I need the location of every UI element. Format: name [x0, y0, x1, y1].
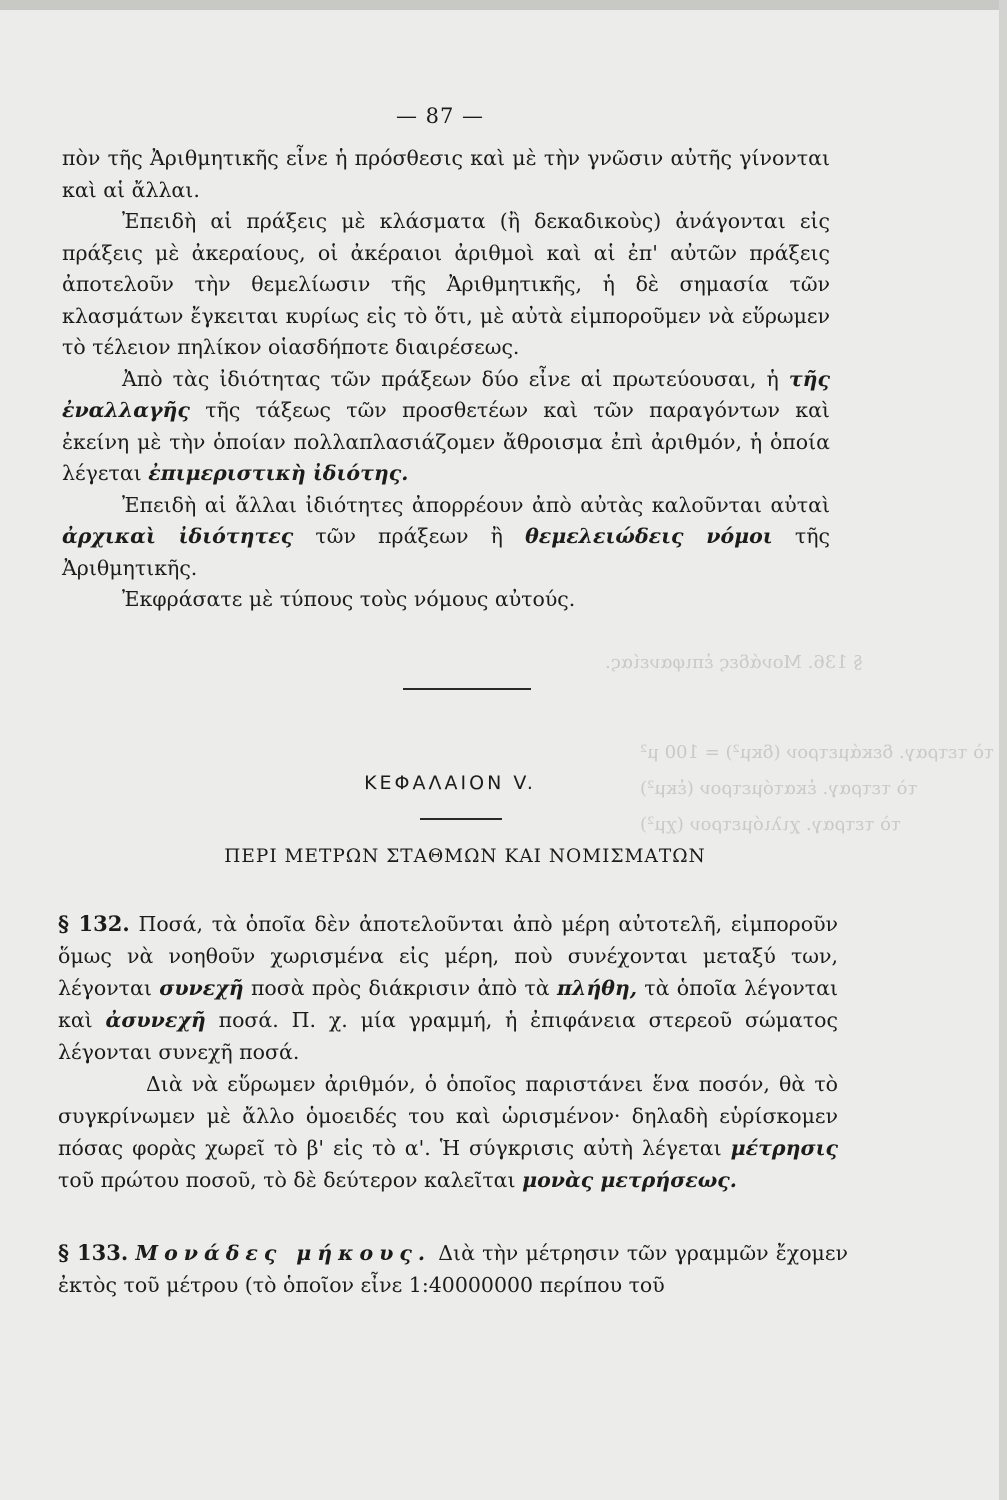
intro-p3-text: Ἀπὸ τὰς ἰδιότητας τῶν πράξεων δύο εἶνε αἱ πρωτεύουσαι, ἡ [122, 366, 779, 391]
intro-paragraph-3 [62, 364, 830, 490]
bleed-through-line: τὸ τετραγ. χιλιόμετρον (χμ²) [640, 814, 901, 835]
term-measurement: μέτρησις [730, 1136, 838, 1160]
section-title: ΠΕΡΙ ΜΕΤΡΩΝ ΣΤΑΘΜΩΝ ΚΑΙ ΝΟΜΙΣΜΑΤΩΝ [224, 846, 706, 867]
section-132 [58, 908, 838, 1196]
divider-rule [403, 688, 531, 690]
term-continuous: συνεχῆ [159, 976, 244, 1000]
page-top-edge [0, 0, 1007, 10]
intro-paragraph-4 [62, 490, 830, 585]
bleed-through-line: τὸ τετραγ. ἑκατόμετρον (ἑκμ²) [640, 778, 918, 799]
section-number: § 132. [58, 911, 130, 936]
term-fundamental-laws: θεμελειώδεις νόμοι [525, 524, 773, 548]
term-distributive: ἐπιμεριστικὴ ἰδιότης. [148, 461, 409, 485]
section-133-heading: Μονάδες μήκους. [135, 1241, 432, 1265]
intro-p4-text: τῶν πράξεων ἢ [315, 524, 503, 548]
bleed-through-line: § 136. Μονάδες ἐπιφανείας. [605, 652, 863, 673]
section-133 [58, 1237, 848, 1301]
bleed-through-line: τὸ τετραγ. δεκάμετρον (δκμ²) = 100 μ² [640, 742, 994, 763]
chapter-heading: ΚΕΦΑΛΑΙΟΝ V. [364, 772, 536, 794]
intro-paragraph-2: Ἐπειδὴ αἱ πράξεις μὲ κλάσματα (ἢ δεκαδικοὺς) ἀνάγονται εἰς πράξεις μὲ ἀκεραίους, οἱ ἀκέραιοι ἀριθμοὶ καὶ αἱ ἐπ' αὐτῶν πράξεις ἀποτελοῦν τὴν θεμελίωσιν τῆς Ἀριθμητικῆς, ἡ δὲ σημασία τῶν κλασμάτων ἔγκειται κυρίως εἰς τὸ ὅτι, μὲ αὐτὰ εἰμποροῦμεν νὰ εὕρωμεν τὸ τέλειον πηλίκον οἱασδήποτε διαιρέσεως. [62, 209, 830, 359]
term-unit-of-measure: μονὰς μετρήσεως. [522, 1168, 737, 1192]
section-132-text: Ποσά, τὰ ὁποῖα δὲν ἀποτελοῦνται ἀπὸ μέρη αὐτοτελῆ, εἰμποροῦν ὅμως νὰ νοηθοῦν χωρισμένα εἰς μέρη, ποὺ συνέχονται μεταξύ των, λέγονται [58, 912, 838, 1000]
term-basic-properties: ἀρχικαὶ ἰδιότητες [62, 524, 294, 548]
section-132-paragraph-1 [58, 908, 838, 1068]
section-132-text: Διὰ νὰ εὕρωμεν ἀριθμόν, ὁ ὁποῖος παριστάνει ἕνα ποσόν, θὰ τὸ συγκρίνωμεν μὲ ἄλλο ὁμοειδές του καὶ ὡρισμένον· δηλαδὴ εὑρίσκομεν πόσας φορὰς χωρεῖ τὸ β' εἰς τὸ α'. Ἡ σύγκρισις αὐτὴ λέγεται [58, 1072, 838, 1160]
intro-p3-text: τῆς τάξεως τῶν προσθετέων καὶ τῶν παραγόντων καὶ ἐκείνη μὲ τὴν ὁποίαν πολλαπλασιάζομεν ἄθροισμα ἐπὶ ἀριθμόν, ἡ ὁποία λέγεται [62, 398, 830, 485]
section-132-text: ποσά. Π. χ. μία γραμμή, ἡ ἐπιφάνεια στερεοῦ σώματος λέγονται συνεχῆ ποσά. [58, 1008, 838, 1064]
intro-p4-text: τῆς Ἀριθμητικῆς. [62, 524, 830, 580]
section-132-text: τοῦ πρώτου ποσοῦ, τὸ δὲ δεύτερον καλεῖται [58, 1168, 516, 1192]
term-discontinuous: ἀσυνεχῆ [105, 1008, 206, 1032]
term-commutative: τῆς ἐναλλαγῆς [62, 366, 830, 422]
page-right-edge [999, 0, 1007, 1500]
section-132-text: τὰ ὁποῖα λέγονται καὶ [58, 976, 838, 1032]
divider-rule [420, 818, 502, 820]
intro-p4-text: Ἐπειδὴ αἱ ἄλλαι ἰδιότητες ἀπορρέουν ἀπὸ αὐτὰς καλοῦνται αὐταὶ [122, 492, 830, 517]
section-132-text: ποσὰ πρὸς διάκρισιν ἀπὸ τὰ [250, 976, 550, 1000]
intro-text [62, 143, 830, 616]
section-133-paragraph [58, 1237, 848, 1301]
section-133-text: Διὰ τὴν μέτρησιν τῶν γραμμῶν ἔχομεν ἐκτὸς τοῦ μέτρου (τὸ ὁποῖον εἶνε 1:40000000 περίπου τοῦ [58, 1241, 848, 1297]
intro-paragraph-5: Ἐκφράσατε μὲ τύπους τοὺς νόμους αὐτούς. [122, 587, 576, 611]
term-multitudes: πλήθη, [556, 976, 637, 1000]
section-number: § 133. [58, 1240, 129, 1265]
page-number: — 87 — [395, 104, 485, 128]
section-132-paragraph-2 [58, 1068, 838, 1196]
intro-paragraph-1: πὸν τῆς Ἀριθμητικῆς εἶνε ἡ πρόσθεσις καὶ μὲ τὴν γνῶσιν αὐτῆς γίνονται καὶ αἱ ἄλλαι. [62, 146, 830, 202]
